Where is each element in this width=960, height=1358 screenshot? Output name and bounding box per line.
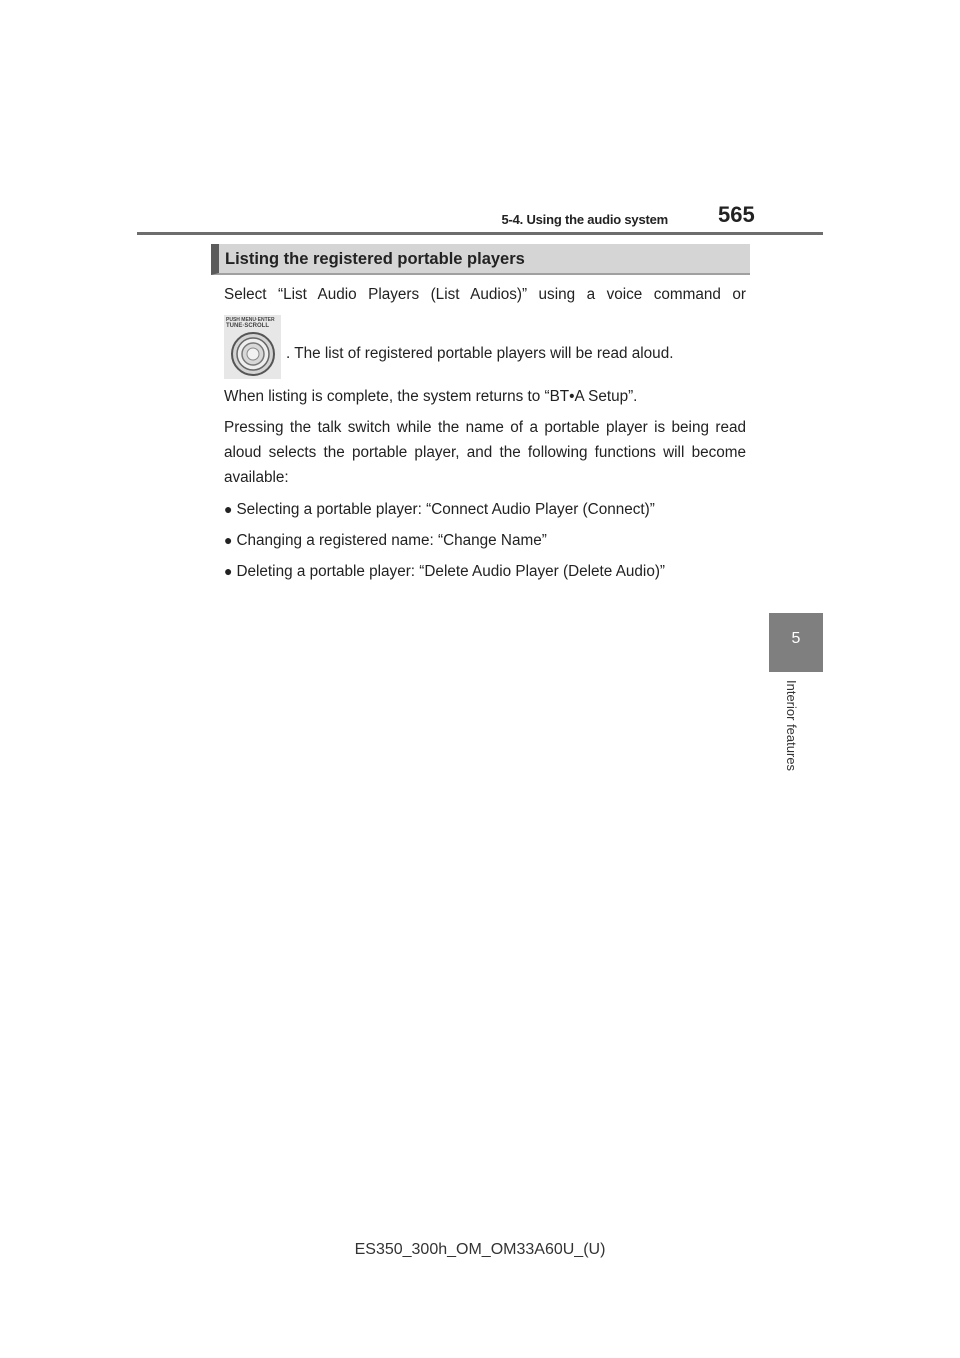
bullet-icon: ● [224,563,233,579]
chapter-number: 5 [791,630,801,647]
header-rule [137,232,823,235]
chapter-label: Interior features [784,680,799,772]
section-heading: Listing the registered portable players [225,250,525,268]
menu-enter-knob-icon [224,315,281,379]
chapter-tab [769,613,823,672]
paragraph: When listing is complete, the system returns to “BT•A Setup”. [224,388,638,405]
knob-icon-label: PUSH MENU·ENTER TUNE·SCROLL [226,317,275,329]
paragraph-line: Pressing the talk switch while the name of a portable player is being read [224,419,746,436]
list-item: ● Changing a registered name: “Change Name” [224,532,547,549]
header-section-title: 5-4. Using the audio system [501,212,668,227]
list-item: ● Deleting a portable player: “Delete Audio Player (Delete Audio)” [224,563,666,580]
paragraph-line: Select “List Audio Players (List Audios)” using a voice command or [224,286,746,303]
bullet-icon: ● [224,532,233,548]
footer-document-code: ES350_300h_OM_OM33A60U_(U) [354,1241,606,1258]
section-heading-box [211,244,750,275]
paragraph-line: . The list of registered portable players will be read aloud. [286,345,674,362]
bullet-icon: ● [224,501,233,517]
paragraph-line: available: [224,469,289,486]
list-item: ● Selecting a portable player: “Connect Audio Player (Connect)” [224,501,655,518]
page-number: 565 [718,202,755,227]
tune-scroll-knob-icon [229,331,277,377]
paragraph-line: aloud selects the portable player, and the following functions will become [224,444,746,461]
